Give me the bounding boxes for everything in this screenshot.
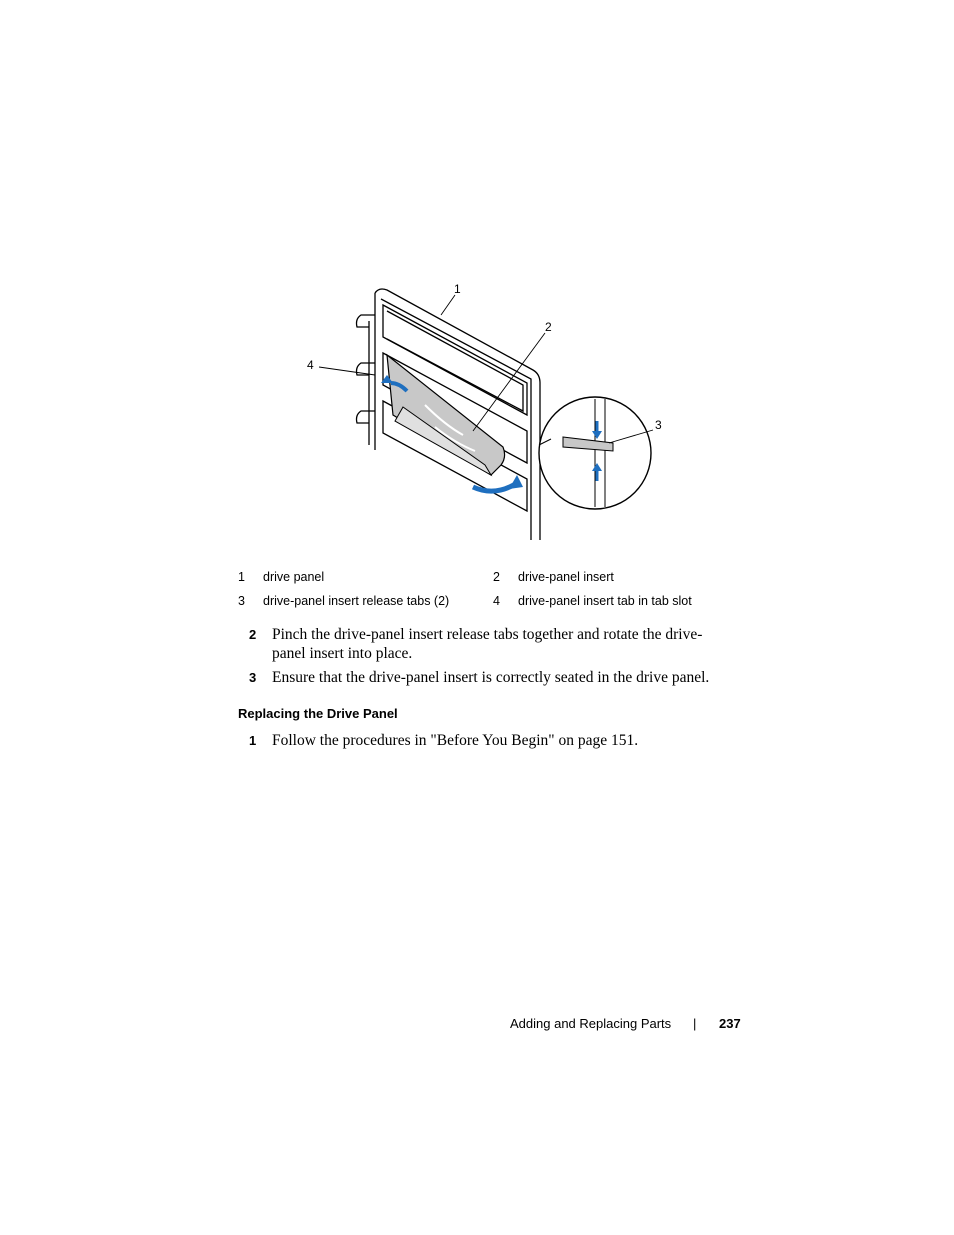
step-number: 3 [249, 670, 257, 685]
legend-num: 4 [493, 594, 500, 608]
drive-panel-illustration [295, 275, 685, 550]
callout-2: 2 [545, 320, 552, 334]
step-text: Ensure that the drive-panel insert is correctly seated in the drive panel. [272, 669, 710, 686]
callout-1: 1 [454, 282, 461, 296]
step-number: 2 [249, 627, 257, 642]
legend-label: drive-panel insert release tabs (2) [263, 594, 450, 608]
legend-label: drive panel [263, 570, 325, 584]
legend-num: 3 [238, 594, 245, 608]
step-text: Follow the procedures in "Before You Begin" on page 151. [272, 732, 639, 749]
drive-panel-insert [387, 355, 505, 475]
footer-separator: | [693, 1016, 697, 1031]
legend-label: drive-panel insert tab in tab slot [518, 594, 692, 608]
callout-4: 4 [307, 358, 314, 372]
figure-legend [238, 565, 758, 613]
legend-row [238, 565, 758, 589]
callout-3: 3 [655, 418, 662, 432]
legend-row [238, 589, 758, 613]
step-number: 1 [249, 733, 257, 748]
legend-num: 2 [493, 570, 500, 584]
page-footer [510, 1016, 741, 1031]
drive-panel-figure [295, 275, 685, 550]
release-tab-detail [539, 397, 651, 509]
footer-chapter-title: Adding and Replacing Parts [510, 1016, 672, 1031]
step-text: Pinch the drive-panel insert release tabs together and rotate the drive-panel insert into place. [272, 626, 703, 662]
legend-num: 1 [238, 570, 245, 584]
page-number: 237 [719, 1016, 741, 1031]
legend-label: drive-panel insert [518, 570, 614, 584]
section-heading: Replacing the Drive Panel [238, 706, 398, 721]
